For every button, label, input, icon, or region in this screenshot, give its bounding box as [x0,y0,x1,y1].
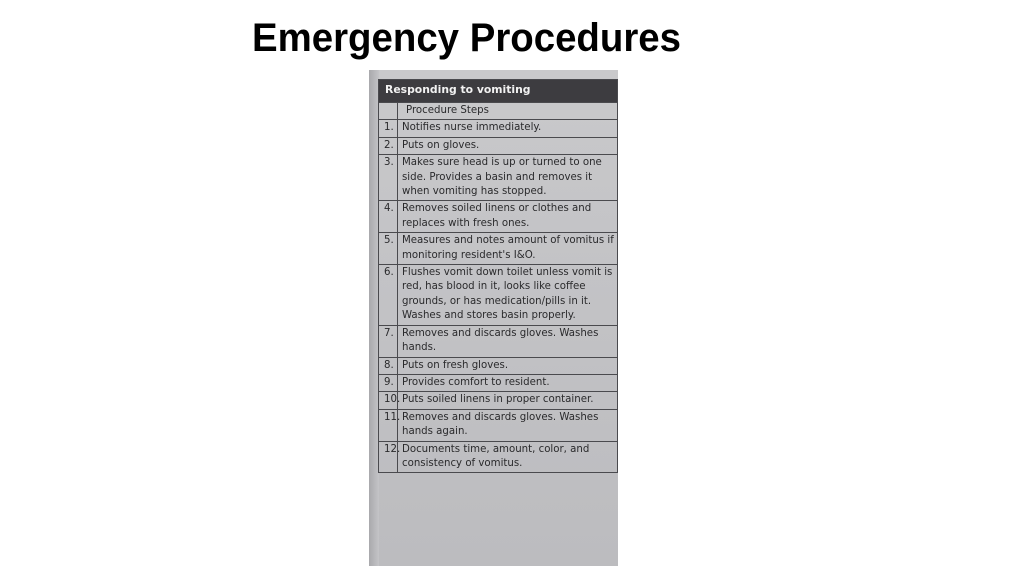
table-row [379,325,618,357]
step-text: Removes soiled linens or clothes and replaces with fresh ones. [398,201,618,233]
table-row [379,441,618,473]
table-row [379,137,618,154]
step-text: Puts soiled linens in proper container. [398,392,618,409]
step-text: Provides comfort to resident. [398,374,618,391]
column-header-blank [379,103,398,120]
step-number: 5. [379,233,398,265]
step-text: Removes and discards gloves. Washes hands. [398,325,618,357]
procedure-table [378,79,618,473]
step-number: 7. [379,325,398,357]
step-number: 10. [379,392,398,409]
table-row [379,409,618,441]
table-row [379,265,618,326]
slide-title: Emergency Procedures [252,16,681,60]
table-row [379,120,618,137]
table-row [379,392,618,409]
table-row [379,201,618,233]
step-text: Makes sure head is up or turned to one side. Provides a basin and removes it when vomiting has stopped. [398,155,618,201]
step-text: Puts on gloves. [398,137,618,154]
step-text: Notifies nurse immediately. [398,120,618,137]
procedure-photo [369,70,618,566]
table-row [379,357,618,374]
step-number: 8. [379,357,398,374]
step-text: Removes and discards gloves. Washes hands again. [398,409,618,441]
column-header-row [379,103,618,120]
table-row [379,374,618,391]
table-row [379,155,618,201]
column-header-steps: Procedure Steps [398,103,618,120]
step-number: 4. [379,201,398,233]
table-header-row [379,80,618,103]
table-row [379,233,618,265]
step-number: 1. [379,120,398,137]
step-text: Puts on fresh gloves. [398,357,618,374]
step-text: Flushes vomit down toilet unless vomit is red, has blood in it, looks like coffee grounds, or has medication/pills in it. Washes and stores basin properly. [398,265,618,326]
step-text: Measures and notes amount of vomitus if monitoring resident's I&O. [398,233,618,265]
step-number: 9. [379,374,398,391]
step-number: 11. [379,409,398,441]
step-number: 2. [379,137,398,154]
step-number: 12. [379,441,398,473]
step-text: Documents time, amount, color, and consistency of vomitus. [398,441,618,473]
table-title: Responding to vomiting [379,80,618,103]
step-number: 3. [379,155,398,201]
step-number: 6. [379,265,398,326]
